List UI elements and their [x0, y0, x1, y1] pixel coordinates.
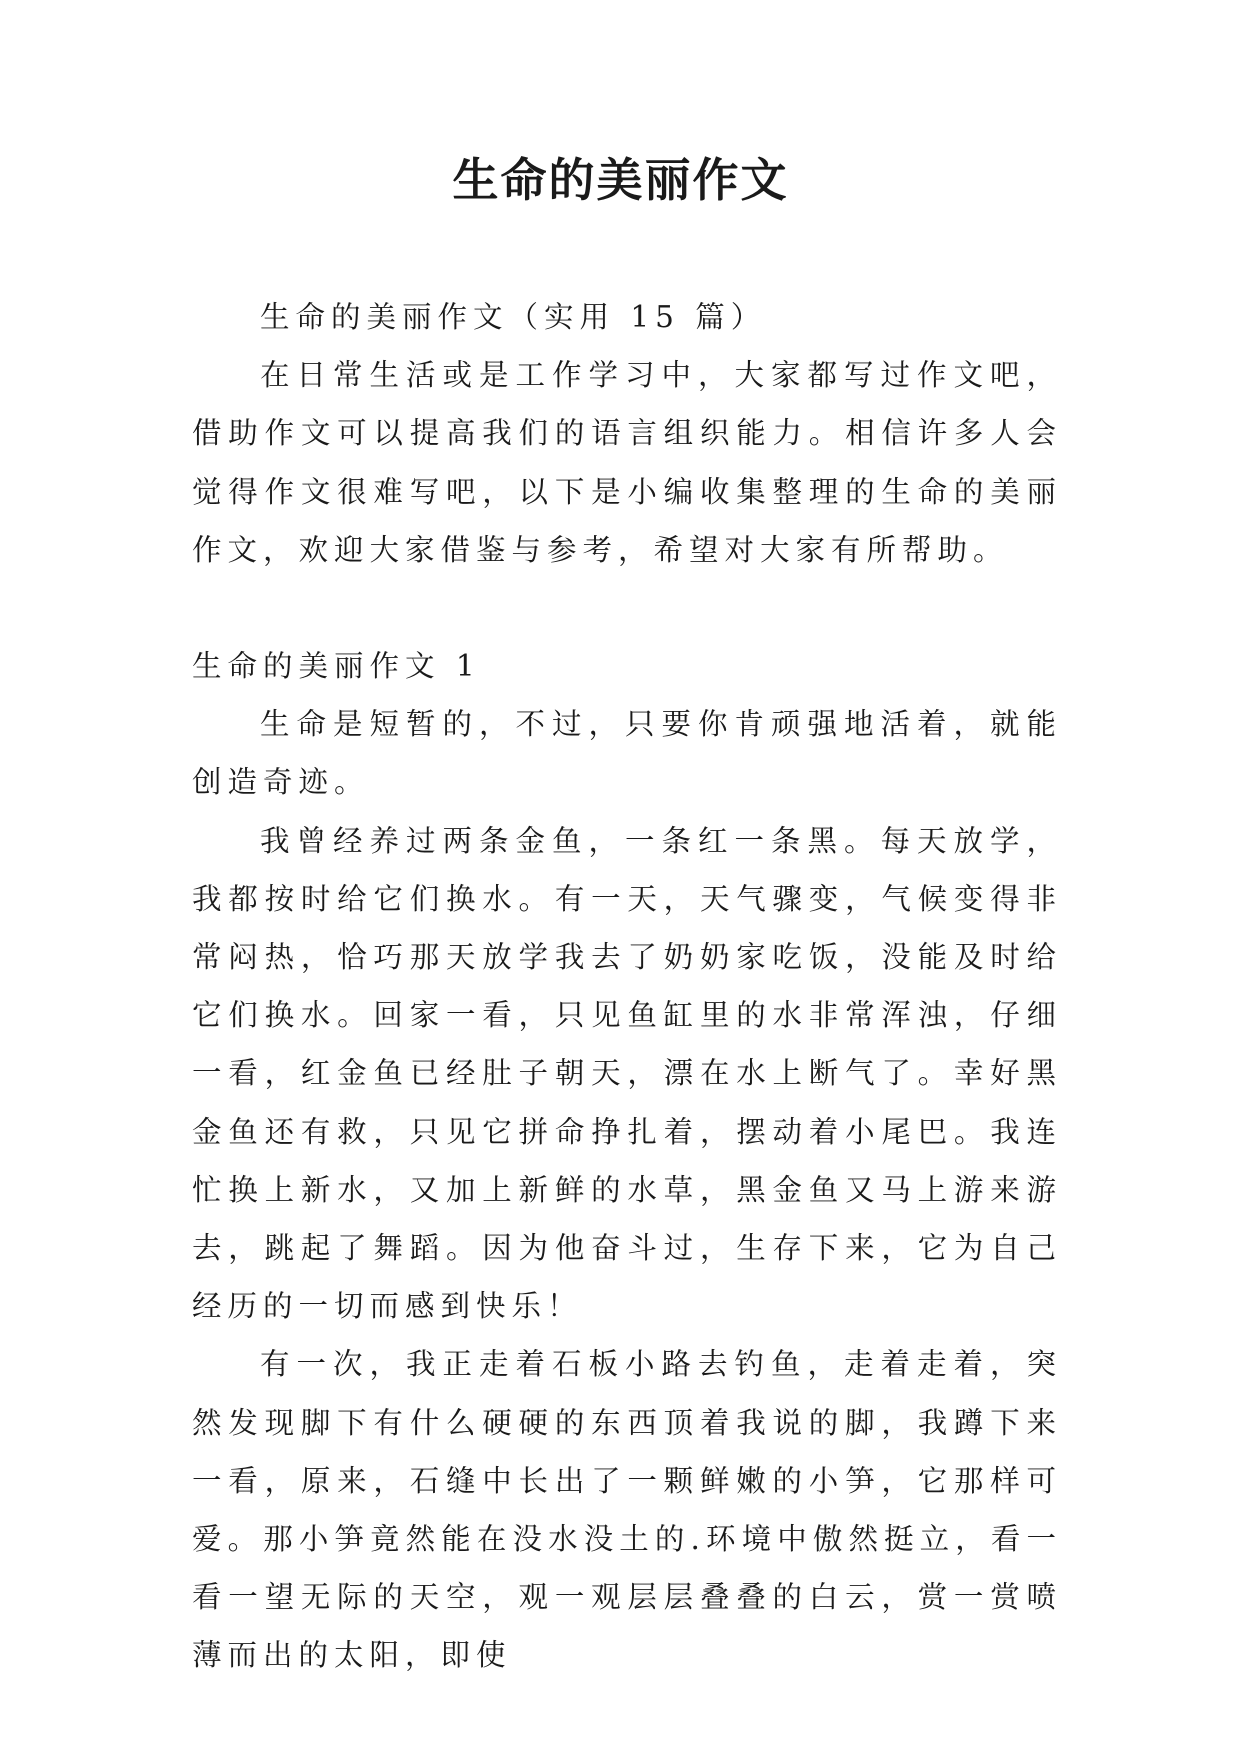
body-paragraph: 我曾经养过两条金鱼，一条红一条黑。每天放学，我都按时给它们换水。有一天，天气骤变，气候变得非常闷热，恰巧那天放学我去了奶奶家吃饭，没能及时给它们换水。回家一看，只见鱼缸里的水非常浑浊，仔细一看，红金鱼已经肚子朝天，漂在水上断气了。幸好黑金鱼还有救，只见它拼命挣扎着，摆动着小尾巴。我连忙换上新水，又加上新鲜的水草，黑金鱼又马上游来游去，跳起了舞蹈。因为他奋斗过，生存下来，它为自己经历的一切而感到快乐！	[192, 823, 1062, 1324]
body-paragraph: 有一次，我正走着石板小路去钓鱼，走着走着，突然发现脚下有什么硬硬的东西顶着我说的脚，我蹲下来一看，原来，石缝中长出了一颗鲜嫩的小笋，它那样可爱。那小笋竟然能在没水没土的.环境中傲然挺立，看一看一望无际的天空，观一观层层叠叠的白云，赏一赏喷薄而出的太阳，即使	[192, 1347, 1062, 1673]
document-subtitle: 生命的美丽作文（实用 15 篇）	[260, 300, 767, 334]
intro-paragraph: 在日常生活或是工作学习中，大家都写过作文吧，借助作文可以提高我们的语言组织能力。相信许多人会觉得作文很难写吧，以下是小编收集整理的生命的美丽作文，欢迎大家借鉴与参考，希望对大家有所帮助。	[192, 358, 1062, 567]
document-body	[192, 288, 1062, 1685]
section-heading: 生命的美丽作文 1	[192, 649, 481, 684]
document-title: 生命的美丽作文	[452, 153, 789, 207]
body-paragraph: 生命是短暂的，不过，只要你肯顽强地活着，就能创造奇迹。	[192, 707, 1062, 800]
